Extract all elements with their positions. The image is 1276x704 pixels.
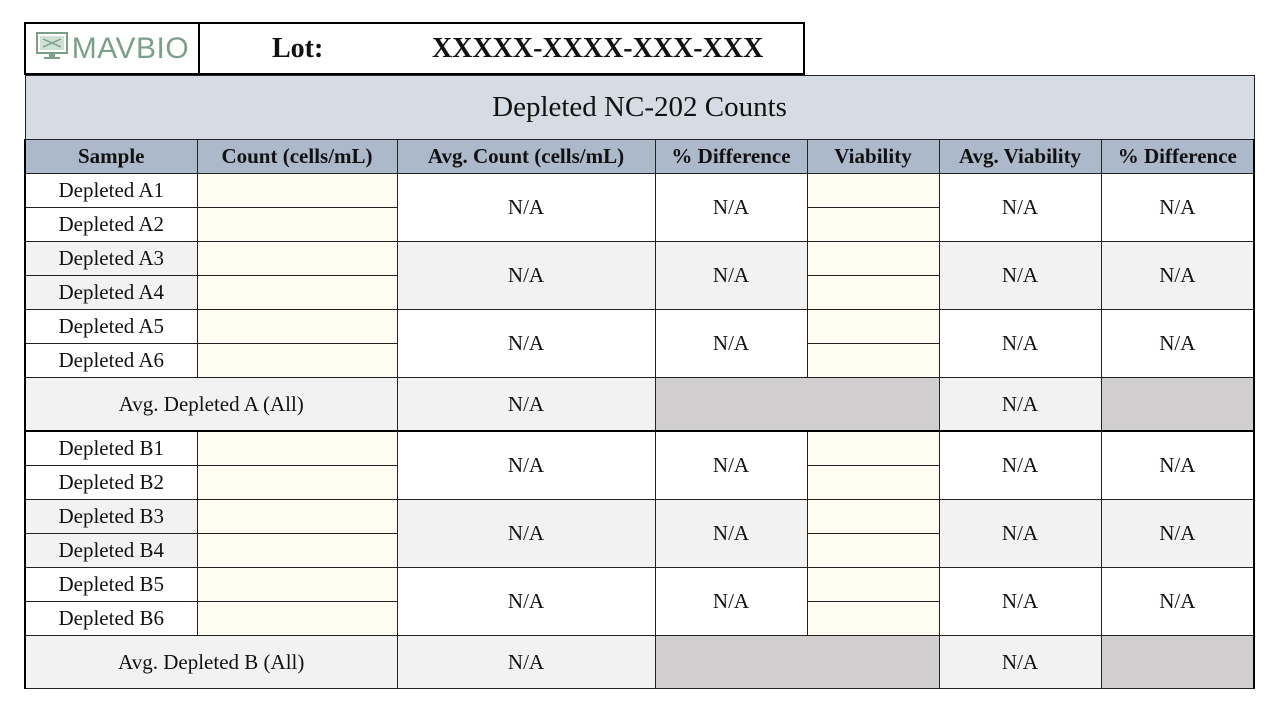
table-row [25, 568, 1254, 602]
avg-viability-value: N/A [939, 174, 1101, 242]
avg-count-value: N/A [397, 500, 655, 568]
avg-count-value: N/A [397, 242, 655, 310]
count-input[interactable] [197, 174, 397, 208]
avg-viability-value: N/A [939, 310, 1101, 378]
pct-difference-viability-value: N/A [1101, 568, 1254, 636]
table-row [25, 310, 1254, 344]
count-input[interactable] [197, 466, 397, 500]
pct-difference-viability-value: N/A [1101, 500, 1254, 568]
pct-difference-value: N/A [655, 310, 807, 378]
count-input[interactable] [197, 310, 397, 344]
sample-name: Depleted A4 [25, 276, 197, 310]
sample-name: Depleted A3 [25, 242, 197, 276]
count-input[interactable] [197, 242, 397, 276]
sample-name: Depleted A5 [25, 310, 197, 344]
sample-name: Depleted B2 [25, 466, 197, 500]
pct-difference-value: N/A [655, 568, 807, 636]
sample-name: Depleted A2 [25, 208, 197, 242]
avg-count-value: N/A [397, 431, 655, 500]
logo [26, 24, 200, 73]
column-header-sample: Sample [25, 140, 197, 174]
pct-difference-value: N/A [655, 431, 807, 500]
lot-value[interactable]: XXXXX-XXXX-XXX-XXX [432, 32, 764, 64]
count-input[interactable] [197, 276, 397, 310]
viability-input[interactable] [807, 466, 939, 500]
summary-label: Avg. Depleted A (All) [25, 378, 397, 432]
summary-avg-viability: N/A [939, 378, 1101, 432]
column-header-avg-viability: Avg. Viability [939, 140, 1101, 174]
viability-input[interactable] [807, 276, 939, 310]
summary-avg-count: N/A [397, 636, 655, 689]
pct-difference-value: N/A [655, 500, 807, 568]
avg-count-value: N/A [397, 568, 655, 636]
column-header-avg-count: Avg. Count (cells/mL) [397, 140, 655, 174]
summary-avg-viability: N/A [939, 636, 1101, 689]
count-input[interactable] [197, 568, 397, 602]
pct-difference-viability-value: N/A [1101, 431, 1254, 500]
pct-difference-value: N/A [655, 242, 807, 310]
viability-input[interactable] [807, 431, 939, 466]
pct-difference-viability-value: N/A [1101, 174, 1254, 242]
column-header-pct-difference: % Difference [655, 140, 807, 174]
avg-count-value: N/A [397, 174, 655, 242]
monitor-dna-icon [35, 31, 69, 66]
lot-label: Lot: [272, 32, 324, 64]
viability-input[interactable] [807, 310, 939, 344]
summary-label: Avg. Depleted B (All) [25, 636, 397, 689]
counts-table [24, 75, 1255, 689]
blocked-cell [1101, 378, 1254, 432]
viability-input[interactable] [807, 602, 939, 636]
pct-difference-viability-value: N/A [1101, 310, 1254, 378]
sample-name: Depleted B3 [25, 500, 197, 534]
sample-name: Depleted A1 [25, 174, 197, 208]
sample-name: Depleted B1 [25, 431, 197, 466]
viability-input[interactable] [807, 174, 939, 208]
table-row [25, 431, 1254, 466]
sample-name: Depleted A6 [25, 344, 197, 378]
viability-input[interactable] [807, 208, 939, 242]
summary-row [25, 378, 1254, 432]
count-input[interactable] [197, 344, 397, 378]
count-input[interactable] [197, 500, 397, 534]
logo-text: MAVBIO [71, 31, 190, 65]
blocked-cell [655, 636, 939, 689]
table-row [25, 242, 1254, 276]
pct-difference-viability-value: N/A [1101, 242, 1254, 310]
pct-difference-value: N/A [655, 174, 807, 242]
count-input[interactable] [197, 431, 397, 466]
avg-viability-value: N/A [939, 431, 1101, 500]
avg-viability-value: N/A [939, 568, 1101, 636]
viability-input[interactable] [807, 500, 939, 534]
sample-name: Depleted B4 [25, 534, 197, 568]
blocked-cell [1101, 636, 1254, 689]
viability-input[interactable] [807, 242, 939, 276]
summary-row [25, 636, 1254, 689]
summary-avg-count: N/A [397, 378, 655, 432]
table-row [25, 174, 1254, 208]
avg-viability-value: N/A [939, 242, 1101, 310]
column-header-count: Count (cells/mL) [197, 140, 397, 174]
count-input[interactable] [197, 602, 397, 636]
sample-name: Depleted B5 [25, 568, 197, 602]
count-input[interactable] [197, 208, 397, 242]
viability-input[interactable] [807, 568, 939, 602]
blocked-cell [655, 378, 939, 432]
table-row [25, 500, 1254, 534]
sample-name: Depleted B6 [25, 602, 197, 636]
count-input[interactable] [197, 534, 397, 568]
lot-field [200, 24, 803, 73]
table-title: Depleted NC-202 Counts [25, 76, 1254, 140]
viability-input[interactable] [807, 344, 939, 378]
column-header-viability: Viability [807, 140, 939, 174]
avg-count-value: N/A [397, 310, 655, 378]
column-header-pct-difference-viability: % Difference [1101, 140, 1254, 174]
lot-header [24, 22, 805, 75]
avg-viability-value: N/A [939, 500, 1101, 568]
viability-input[interactable] [807, 534, 939, 568]
